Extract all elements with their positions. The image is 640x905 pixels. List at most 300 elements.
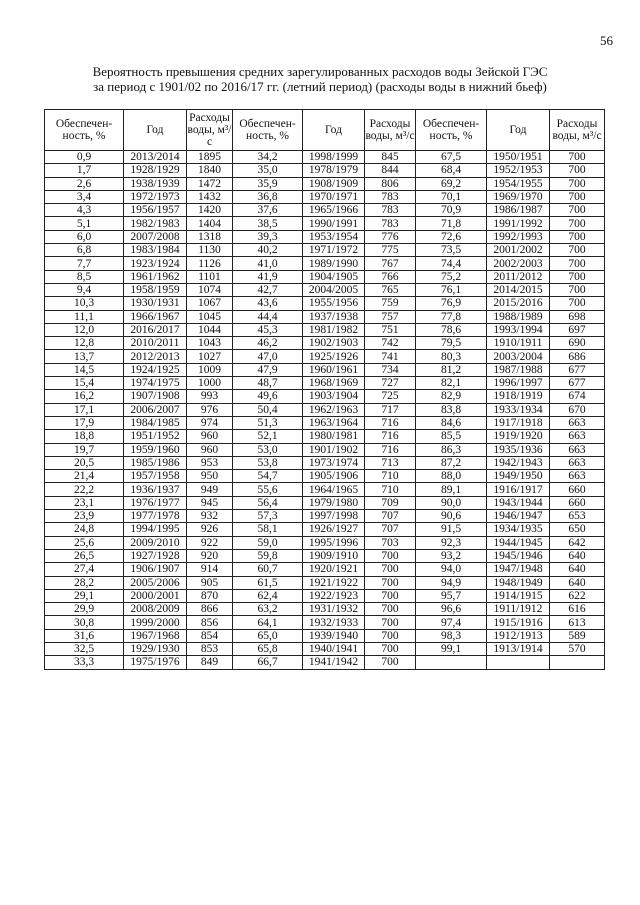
table-cell: 1987/1988: [487, 363, 550, 376]
table-cell: 2009/2010: [124, 536, 187, 549]
table-cell: 765: [365, 283, 416, 296]
table-cell: 1045: [187, 310, 233, 323]
table-cell: 1952/1953: [487, 164, 550, 177]
table-cell: 1966/1967: [124, 310, 187, 323]
table-cell: 700: [365, 642, 416, 655]
table-cell: 1970/1971: [303, 190, 365, 203]
table-row: [45, 323, 605, 336]
table-cell: 734: [365, 363, 416, 376]
table-row: [45, 563, 605, 576]
table-cell: 25,6: [45, 536, 124, 549]
table-cell: 37,6: [233, 204, 303, 217]
table-cell: 589: [550, 629, 605, 642]
table-cell: 932: [187, 510, 233, 523]
table-row: [45, 390, 605, 403]
table-cell: 34,2: [233, 151, 303, 164]
table-row: [45, 549, 605, 562]
table-cell: 41,9: [233, 270, 303, 283]
table-cell: 2007/2008: [124, 230, 187, 243]
table-cell: 1,7: [45, 164, 124, 177]
table-cell: 677: [550, 363, 605, 376]
table-cell: 1946/1947: [487, 510, 550, 523]
table-cell: 2003/2004: [487, 350, 550, 363]
table-cell: 1958/1959: [124, 283, 187, 296]
table-cell: 1998/1999: [303, 151, 365, 164]
table-cell: 640: [550, 576, 605, 589]
table-cell: 1995/1996: [303, 536, 365, 549]
column-header: Обеспечен-ность, %: [416, 110, 487, 151]
table-cell: 94,0: [416, 563, 487, 576]
table-cell: 46,2: [233, 337, 303, 350]
column-header: Расходы воды, м³/с: [550, 110, 605, 151]
table-cell: 650: [550, 523, 605, 536]
table-cell: 7,7: [45, 257, 124, 270]
header-row: [45, 110, 605, 151]
table-cell: 1925/1926: [303, 350, 365, 363]
table-row: [45, 576, 605, 589]
table-cell: 12,0: [45, 323, 124, 336]
table-cell: 945: [187, 496, 233, 509]
table-cell: 700: [550, 204, 605, 217]
table-cell: 905: [187, 576, 233, 589]
table-cell: 23,9: [45, 510, 124, 523]
table-row: [45, 217, 605, 230]
table-cell: 663: [550, 456, 605, 469]
table-cell: 1903/1904: [303, 390, 365, 403]
table-cell: 38,5: [233, 217, 303, 230]
table-cell: 1923/1924: [124, 257, 187, 270]
table-cell: 59,0: [233, 536, 303, 549]
table-cell: 2014/2015: [487, 283, 550, 296]
table-cell: 976: [187, 403, 233, 416]
table-cell: 65,8: [233, 642, 303, 655]
table-cell: 21,4: [45, 470, 124, 483]
table-cell: 698: [550, 310, 605, 323]
table-cell: 854: [187, 629, 233, 642]
table-cell: 2008/2009: [124, 603, 187, 616]
table-cell: 707: [365, 523, 416, 536]
table-body: [45, 151, 605, 670]
table-row: [45, 177, 605, 190]
table-cell: 99,1: [416, 642, 487, 655]
table-cell: 53,8: [233, 456, 303, 469]
table-cell: 866: [187, 603, 233, 616]
table-cell: 17,1: [45, 403, 124, 416]
table-cell: 1937/1938: [303, 310, 365, 323]
title-line-2: за период с 1901/02 по 2016/17 гг. (летний период) (расходы воды в нижний бьеф): [93, 79, 547, 94]
table-cell: [487, 656, 550, 669]
table-cell: 713: [365, 456, 416, 469]
table-cell: 79,5: [416, 337, 487, 350]
table-cell: 6,0: [45, 230, 124, 243]
table-cell: 1918/1919: [487, 390, 550, 403]
table-cell: 1926/1927: [303, 523, 365, 536]
table-cell: 710: [365, 470, 416, 483]
table-cell: 1318: [187, 230, 233, 243]
table-row: [45, 403, 605, 416]
table-cell: 914: [187, 563, 233, 576]
table-cell: 1983/1984: [124, 244, 187, 257]
table-cell: 960: [187, 430, 233, 443]
table-cell: 653: [550, 510, 605, 523]
table-cell: 23,1: [45, 496, 124, 509]
table-cell: 709: [365, 496, 416, 509]
table-row: [45, 244, 605, 257]
table-cell: 86,3: [416, 443, 487, 456]
table-cell: 741: [365, 350, 416, 363]
table-cell: 742: [365, 337, 416, 350]
table-row: [45, 283, 605, 296]
table-cell: 1957/1958: [124, 470, 187, 483]
table-cell: 48,7: [233, 377, 303, 390]
table-cell: 1988/1989: [487, 310, 550, 323]
table-row: [45, 350, 605, 363]
table-cell: 926: [187, 523, 233, 536]
table-row: [45, 310, 605, 323]
table-cell: 1130: [187, 244, 233, 257]
table-cell: 700: [550, 230, 605, 243]
table-cell: 75,2: [416, 270, 487, 283]
table-cell: 697: [550, 323, 605, 336]
table-row: [45, 470, 605, 483]
table-cell: 2015/2016: [487, 297, 550, 310]
table-cell: 783: [365, 204, 416, 217]
table-cell: 1921/1922: [303, 576, 365, 589]
table-cell: 1920/1921: [303, 563, 365, 576]
table-cell: 660: [550, 483, 605, 496]
table-cell: 1996/1997: [487, 377, 550, 390]
table-cell: 35,0: [233, 164, 303, 177]
table-cell: 45,3: [233, 323, 303, 336]
table-cell: 700: [365, 589, 416, 602]
table-cell: 640: [550, 563, 605, 576]
table-cell: 700: [365, 603, 416, 616]
table-cell: 85,5: [416, 430, 487, 443]
table-row: [45, 642, 605, 655]
table-cell: 1067: [187, 297, 233, 310]
table-cell: 1960/1961: [303, 363, 365, 376]
table-cell: 35,9: [233, 177, 303, 190]
table-cell: 1980/1981: [303, 430, 365, 443]
table-cell: 2002/2003: [487, 257, 550, 270]
exceedance-probability-table: [44, 109, 605, 670]
document-title: [0, 64, 640, 94]
table-cell: 78,6: [416, 323, 487, 336]
table-cell: 15,4: [45, 377, 124, 390]
table-cell: 1941/1942: [303, 656, 365, 669]
table-cell: 1043: [187, 337, 233, 350]
table-cell: 1840: [187, 164, 233, 177]
table-cell: 98,3: [416, 629, 487, 642]
table-cell: 31,6: [45, 629, 124, 642]
table-cell: 2005/2006: [124, 576, 187, 589]
table-cell: 670: [550, 403, 605, 416]
table-cell: [550, 656, 605, 669]
table-row: [45, 483, 605, 496]
table-cell: 776: [365, 230, 416, 243]
table-cell: 1906/1907: [124, 563, 187, 576]
table-cell: 1944/1945: [487, 536, 550, 549]
table-cell: 2000/2001: [124, 589, 187, 602]
column-header: Год: [124, 110, 187, 151]
table-cell: 73,5: [416, 244, 487, 257]
column-header: Год: [487, 110, 550, 151]
table-cell: 2006/2007: [124, 403, 187, 416]
table-cell: 677: [550, 377, 605, 390]
table-cell: 66,7: [233, 656, 303, 669]
table-cell: 2016/2017: [124, 323, 187, 336]
table-cell: 42,7: [233, 283, 303, 296]
table-cell: 8,5: [45, 270, 124, 283]
table-cell: 1992/1993: [487, 230, 550, 243]
table-cell: 953: [187, 456, 233, 469]
table-cell: 19,7: [45, 443, 124, 456]
table-cell: 686: [550, 350, 605, 363]
table-cell: 1956/1957: [124, 204, 187, 217]
table-cell: 1981/1982: [303, 323, 365, 336]
table-cell: 1979/1980: [303, 496, 365, 509]
table-cell: 1930/1931: [124, 297, 187, 310]
table-cell: 13,7: [45, 350, 124, 363]
table-cell: 80,3: [416, 350, 487, 363]
table-row: [45, 257, 605, 270]
table-cell: 11,1: [45, 310, 124, 323]
table-cell: 1947/1948: [487, 563, 550, 576]
table-row: [45, 377, 605, 390]
table-cell: 751: [365, 323, 416, 336]
table-cell: 29,9: [45, 603, 124, 616]
column-header: Расходы воды, м³/с: [365, 110, 416, 151]
table-cell: 92,3: [416, 536, 487, 549]
table-cell: 1126: [187, 257, 233, 270]
column-header: Год: [303, 110, 365, 151]
table-cell: 95,7: [416, 589, 487, 602]
table-cell: 12,8: [45, 337, 124, 350]
table-cell: 82,9: [416, 390, 487, 403]
table-cell: 1000: [187, 377, 233, 390]
table-cell: 5,1: [45, 217, 124, 230]
table-cell: 1931/1932: [303, 603, 365, 616]
table-cell: 1953/1954: [303, 230, 365, 243]
table-cell: 2010/2011: [124, 337, 187, 350]
table-cell: 1986/1987: [487, 204, 550, 217]
table-cell: 76,9: [416, 297, 487, 310]
table-row: [45, 629, 605, 642]
table-cell: 806: [365, 177, 416, 190]
table-cell: 993: [187, 390, 233, 403]
table-cell: 2004/2005: [303, 283, 365, 296]
table-cell: 674: [550, 390, 605, 403]
table-cell: 1991/1992: [487, 217, 550, 230]
table-cell: 1905/1906: [303, 470, 365, 483]
table-cell: 1934/1935: [487, 523, 550, 536]
table-cell: 1911/1912: [487, 603, 550, 616]
table-cell: 1974/1975: [124, 377, 187, 390]
table-cell: 717: [365, 403, 416, 416]
table-cell: 1984/1985: [124, 416, 187, 429]
table-cell: 1975/1976: [124, 656, 187, 669]
table-cell: 2012/2013: [124, 350, 187, 363]
table-cell: 1935/1936: [487, 443, 550, 456]
table-cell: 700: [365, 656, 416, 669]
table-cell: 1927/1928: [124, 549, 187, 562]
table-cell: 29,1: [45, 589, 124, 602]
table-cell: 3,4: [45, 190, 124, 203]
table-cell: 700: [550, 217, 605, 230]
table-cell: 707: [365, 510, 416, 523]
table-cell: 703: [365, 536, 416, 549]
table-cell: 1965/1966: [303, 204, 365, 217]
table-cell: 64,1: [233, 616, 303, 629]
table-cell: 32,5: [45, 642, 124, 655]
table-cell: 49,6: [233, 390, 303, 403]
table-cell: 700: [365, 629, 416, 642]
table-cell: 1420: [187, 204, 233, 217]
table-cell: 51,3: [233, 416, 303, 429]
table-cell: 17,9: [45, 416, 124, 429]
table-cell: 949: [187, 483, 233, 496]
title-line-1: Вероятность превышения средних зарегулированных расходов воды Зейской ГЭС: [92, 64, 548, 79]
table-cell: 47,0: [233, 350, 303, 363]
table-cell: 70,1: [416, 190, 487, 203]
table-row: [45, 496, 605, 509]
table-cell: 60,7: [233, 563, 303, 576]
table-cell: 97,4: [416, 616, 487, 629]
table-cell: 57,3: [233, 510, 303, 523]
table-cell: 700: [365, 576, 416, 589]
table-cell: 640: [550, 549, 605, 562]
table-row: [45, 456, 605, 469]
table-cell: 1914/1915: [487, 589, 550, 602]
table-cell: 24,8: [45, 523, 124, 536]
table-cell: 690: [550, 337, 605, 350]
table-cell: 26,5: [45, 549, 124, 562]
table-cell: 1951/1952: [124, 430, 187, 443]
page-number: 56: [600, 33, 613, 48]
table-cell: 4,3: [45, 204, 124, 217]
table-cell: 1948/1949: [487, 576, 550, 589]
table-cell: 56,4: [233, 496, 303, 509]
table-cell: 1404: [187, 217, 233, 230]
table-cell: 10,3: [45, 297, 124, 310]
column-header: Обеспечен-ность, %: [45, 110, 124, 151]
table-cell: 759: [365, 297, 416, 310]
table-cell: 30,8: [45, 616, 124, 629]
table-cell: 757: [365, 310, 416, 323]
table-cell: 2,6: [45, 177, 124, 190]
table-cell: [416, 656, 487, 669]
table-cell: 660: [550, 496, 605, 509]
table-cell: 84,6: [416, 416, 487, 429]
table-cell: 74,4: [416, 257, 487, 270]
table-row: [45, 416, 605, 429]
table-cell: 1990/1991: [303, 217, 365, 230]
table-cell: 1938/1939: [124, 177, 187, 190]
table-row: [45, 523, 605, 536]
table-cell: 22,2: [45, 483, 124, 496]
table-cell: 710: [365, 483, 416, 496]
table-cell: 94,9: [416, 576, 487, 589]
table-cell: 1917/1918: [487, 416, 550, 429]
table-cell: 39,3: [233, 230, 303, 243]
table-row: [45, 510, 605, 523]
table-cell: 1939/1940: [303, 629, 365, 642]
table-cell: 700: [550, 244, 605, 257]
table-cell: 67,5: [416, 151, 487, 164]
table-cell: 59,8: [233, 549, 303, 562]
table-cell: 1909/1910: [303, 549, 365, 562]
table-cell: 1967/1968: [124, 629, 187, 642]
table-cell: 72,6: [416, 230, 487, 243]
table-cell: 642: [550, 536, 605, 549]
table-cell: 1994/1995: [124, 523, 187, 536]
table-cell: 1928/1929: [124, 164, 187, 177]
table-cell: 82,1: [416, 377, 487, 390]
table-cell: 663: [550, 416, 605, 429]
table-cell: 1432: [187, 190, 233, 203]
table-row: [45, 536, 605, 549]
table-cell: 18,8: [45, 430, 124, 443]
table-cell: 1908/1909: [303, 177, 365, 190]
table-cell: 727: [365, 377, 416, 390]
table-row: [45, 603, 605, 616]
table-cell: 1961/1962: [124, 270, 187, 283]
table-cell: 974: [187, 416, 233, 429]
table-cell: 16,2: [45, 390, 124, 403]
table-cell: 71,8: [416, 217, 487, 230]
table-row: [45, 230, 605, 243]
table-cell: 1044: [187, 323, 233, 336]
table-cell: 700: [365, 549, 416, 562]
table-cell: 767: [365, 257, 416, 270]
table-row: [45, 589, 605, 602]
table-cell: 1074: [187, 283, 233, 296]
table-cell: 1913/1914: [487, 642, 550, 655]
table-row: [45, 656, 605, 669]
table-row: [45, 297, 605, 310]
column-header: Обеспечен-ность, %: [233, 110, 303, 151]
table-cell: 58,1: [233, 523, 303, 536]
table-cell: 2001/2002: [487, 244, 550, 257]
table-row: [45, 151, 605, 164]
table-cell: 1943/1944: [487, 496, 550, 509]
table-cell: 96,6: [416, 603, 487, 616]
table-cell: 1901/1902: [303, 443, 365, 456]
table-cell: 1101: [187, 270, 233, 283]
table-cell: 700: [550, 190, 605, 203]
table-header: [45, 110, 605, 151]
table-cell: 1969/1970: [487, 190, 550, 203]
table-cell: 700: [550, 283, 605, 296]
table-cell: 2013/2014: [124, 151, 187, 164]
table-cell: 1902/1903: [303, 337, 365, 350]
table-cell: 700: [550, 151, 605, 164]
table-cell: 775: [365, 244, 416, 257]
table-cell: 1955/1956: [303, 297, 365, 310]
table-cell: 1907/1908: [124, 390, 187, 403]
table-cell: 47,9: [233, 363, 303, 376]
table-cell: 1989/1990: [303, 257, 365, 270]
table-cell: 65,0: [233, 629, 303, 642]
table-cell: 14,5: [45, 363, 124, 376]
table-cell: 1973/1974: [303, 456, 365, 469]
table-cell: 856: [187, 616, 233, 629]
table-cell: 663: [550, 430, 605, 443]
table-cell: 700: [365, 616, 416, 629]
table-cell: 700: [550, 257, 605, 270]
table-cell: 700: [550, 297, 605, 310]
table-cell: 950: [187, 470, 233, 483]
